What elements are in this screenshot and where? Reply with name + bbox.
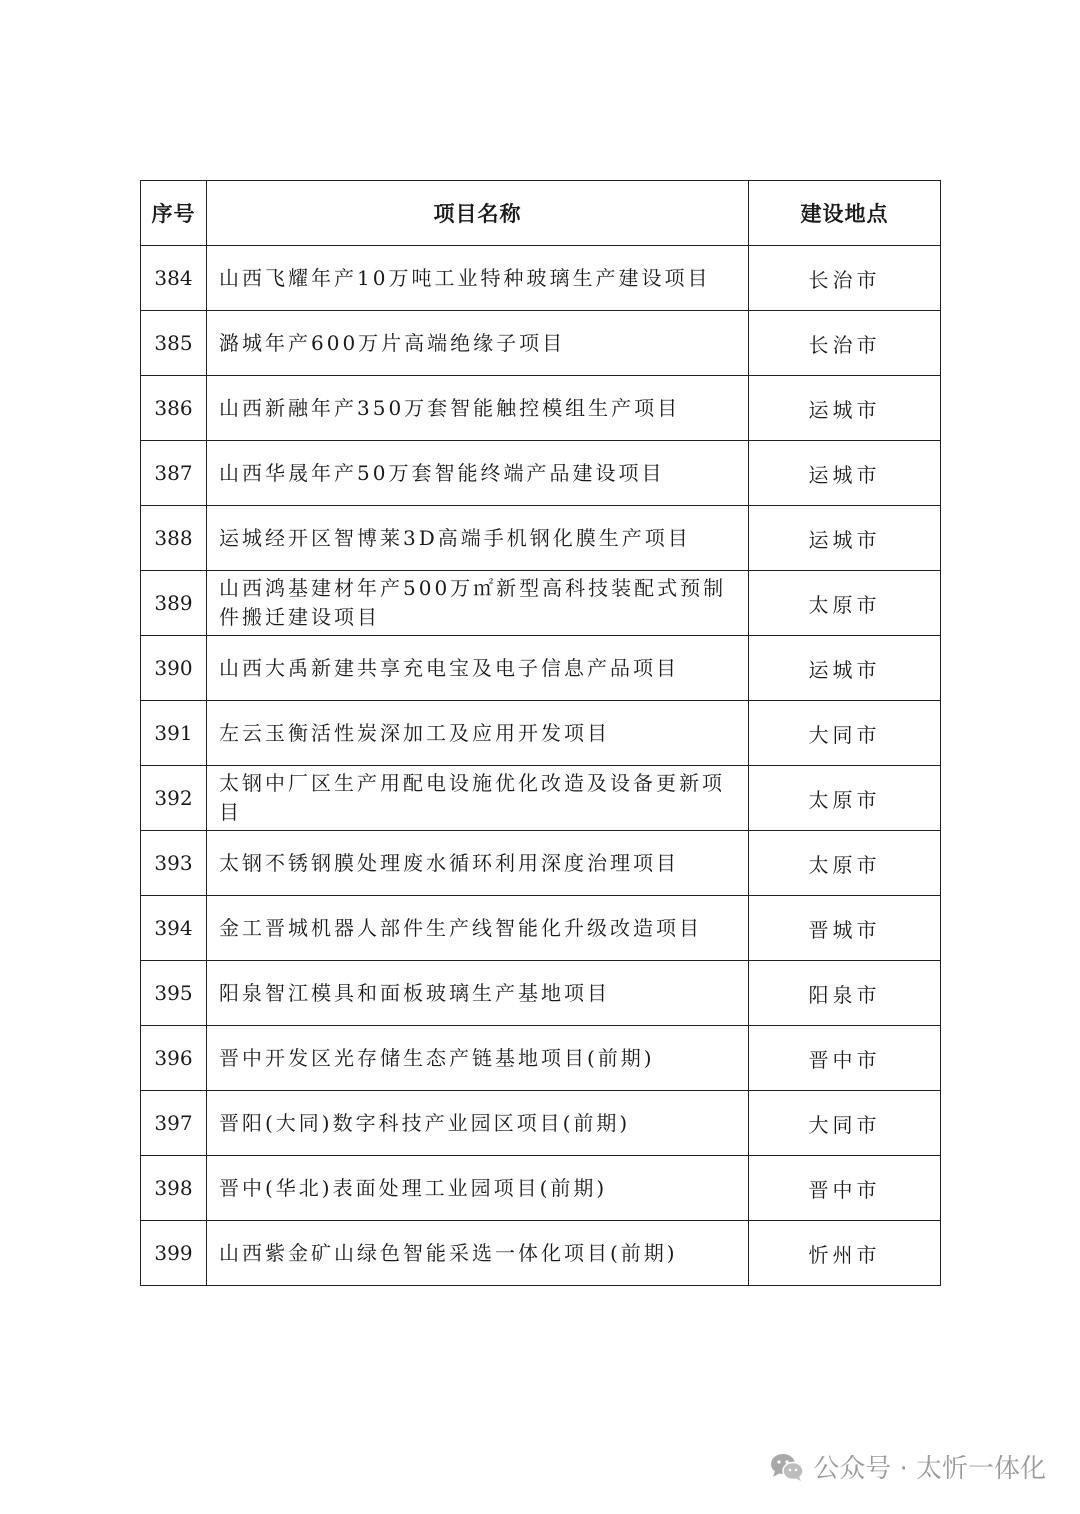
table-row	[141, 441, 941, 506]
project-table	[140, 180, 941, 1286]
project-name: 晋阳(大同)数字科技产业园区项目(前期)	[207, 1091, 749, 1156]
project-name: 左云玉衡活性炭深加工及应用开发项目	[207, 701, 749, 766]
project-location: 运城市	[749, 636, 941, 701]
project-location: 太原市	[749, 831, 941, 896]
project-name: 晋中(华北)表面处理工业园项目(前期)	[207, 1156, 749, 1221]
row-number: 395	[141, 961, 207, 1026]
row-number: 389	[141, 571, 207, 636]
project-location: 长治市	[749, 311, 941, 376]
project-name: 山西新融年产350万套智能触控模组生产项目	[207, 376, 749, 441]
watermark-text: 公众号 · 太忻一体化	[813, 1454, 1046, 1484]
row-number: 386	[141, 376, 207, 441]
row-number: 388	[141, 506, 207, 571]
row-number: 390	[141, 636, 207, 701]
row-number: 398	[141, 1156, 207, 1221]
project-location: 晋城市	[749, 896, 941, 961]
project-name: 太钢不锈钢膜处理废水循环利用深度治理项目	[207, 831, 749, 896]
project-name: 山西飞耀年产10万吨工业特种玻璃生产建设项目	[207, 246, 749, 311]
project-location: 大同市	[749, 1091, 941, 1156]
table-row	[141, 376, 941, 441]
row-number: 385	[141, 311, 207, 376]
table-row	[141, 831, 941, 896]
header-name: 项目名称	[207, 181, 749, 246]
row-number: 396	[141, 1026, 207, 1091]
row-number: 397	[141, 1091, 207, 1156]
table-row	[141, 961, 941, 1026]
project-location: 长治市	[749, 246, 941, 311]
project-name: 山西紫金矿山绿色智能采选一体化项目(前期)	[207, 1221, 749, 1286]
project-name: 太钢中厂区生产用配电设施优化改造及设备更新项目	[207, 766, 749, 831]
project-name: 山西鸿基建材年产500万㎡新型高科技装配式预制件搬迁建设项目	[207, 571, 749, 636]
project-name: 阳泉智江模具和面板玻璃生产基地项目	[207, 961, 749, 1026]
table-row	[141, 636, 941, 701]
project-name: 山西大禹新建共享充电宝及电子信息产品项目	[207, 636, 749, 701]
project-location: 忻州市	[749, 1221, 941, 1286]
header-location: 建设地点	[749, 181, 941, 246]
wechat-watermark	[769, 1448, 1046, 1485]
table-header-row	[141, 181, 941, 246]
table-row	[141, 701, 941, 766]
project-name: 晋中开发区光存储生态产链基地项目(前期)	[207, 1026, 749, 1091]
row-number: 394	[141, 896, 207, 961]
row-number: 392	[141, 766, 207, 831]
wechat-icon	[769, 1452, 805, 1482]
table-row	[141, 506, 941, 571]
project-location: 晋中市	[749, 1156, 941, 1221]
project-location: 运城市	[749, 376, 941, 441]
project-name: 运城经开区智博莱3D高端手机钢化膜生产项目	[207, 506, 749, 571]
project-name: 金工晋城机器人部件生产线智能化升级改造项目	[207, 896, 749, 961]
project-location: 运城市	[749, 441, 941, 506]
row-number: 387	[141, 441, 207, 506]
table-row	[141, 1156, 941, 1221]
project-name: 潞城年产600万片高端绝缘子项目	[207, 311, 749, 376]
project-location: 太原市	[749, 571, 941, 636]
project-location: 太原市	[749, 766, 941, 831]
project-location: 大同市	[749, 701, 941, 766]
table-row	[141, 1091, 941, 1156]
project-location: 晋中市	[749, 1026, 941, 1091]
table-row	[141, 311, 941, 376]
row-number: 391	[141, 701, 207, 766]
table-body	[141, 246, 941, 1286]
project-location: 阳泉市	[749, 961, 941, 1026]
table-row	[141, 766, 941, 831]
table-row	[141, 1026, 941, 1091]
table-row	[141, 1221, 941, 1286]
project-name: 山西华晟年产50万套智能终端产品建设项目	[207, 441, 749, 506]
table-row	[141, 571, 941, 636]
table-row	[141, 896, 941, 961]
row-number: 399	[141, 1221, 207, 1286]
project-location: 运城市	[749, 506, 941, 571]
row-number: 393	[141, 831, 207, 896]
header-no: 序号	[141, 181, 207, 246]
table-row	[141, 246, 941, 311]
row-number: 384	[141, 246, 207, 311]
